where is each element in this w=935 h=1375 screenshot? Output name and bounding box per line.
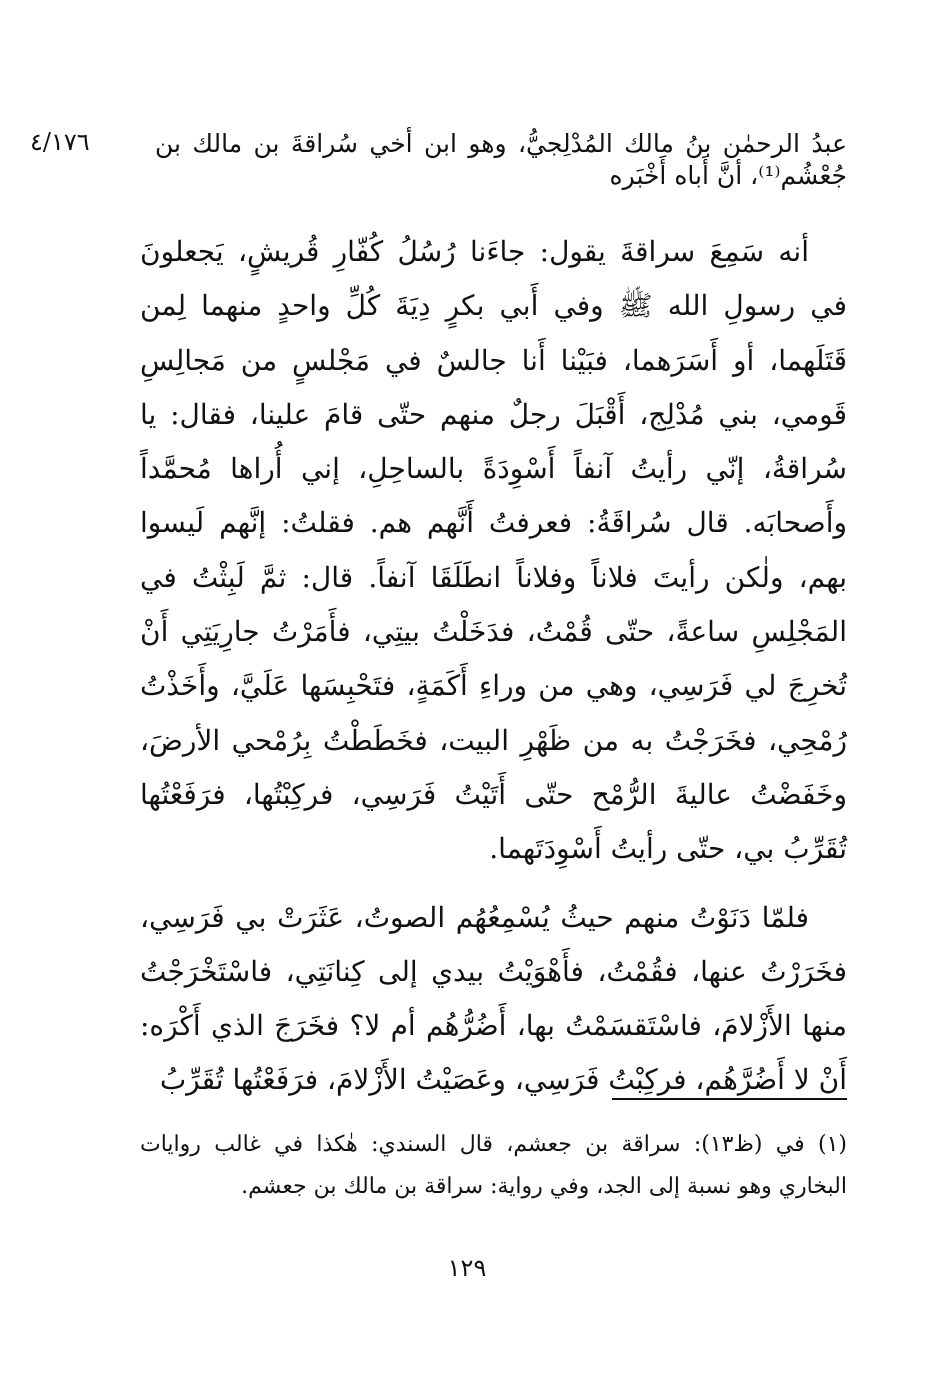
main-text: [140, 225, 847, 1108]
footnote-text: (١) في (ظ١٣): سراقة بن جعشم، قال السندي: هٰكذا في غالب روايات البخاري وهو نسبة إلى الجد، وفي رواية: سراقة بن مالك بن جعشم.: [140, 1132, 847, 1199]
paragraph-1: أنه سَمِعَ سراقةَ يقول: جاءَنا رُسُلُ كُفّارِ قُريشٍ، يَجعلونَ في رسولِ الله ﷺ وفي أَبي بكرٍ دِيَةَ كُلِّ واحدٍ منهما لِمن قَتَلَهما، أو أَسَرَهما، فبَيْنا أَنا جالسٌ في مَجْلسٍ من مَجالِسِ قَومي، بني مُدْلِج، أَقْبَلَ رجلٌ منهم حتّى قامَ علينا، فقال: يا سُراقةُ، إنّي رأيتُ آنفاً أَسْوِدَةً بالساحِلِ، إني أُراها مُحمَّداً وأَصحابَه. قال سُراقَةُ: فعرفتُ أَنَّهم هم. فقلتُ: إنَّهم لَيسوا بهم، ولٰكن رأيتَ فلاناً وفلاناً انطَلَقَا آنفاً. قال: ثمَّ لَبِثْتُ في المَجْلِسِ ساعةً، حتّى قُمْتُ، فدَخَلْتُ بيتِي، فأَمَرْتُ جارِيَتِي أَنْ تُخرِجَ لي فَرَسِي، وهي من وراءِ أَكَمَةٍ، فتَحْبِسَها عَلَيَّ، وأَخَذْتُ رُمْحِي، فخَرَجْتُ به من ظَهْرِ البيت، فخَطَطْتُ بِرُمْحي الأرضَ، وخَفَضْتُ عاليةَ الرُّمْح حتّى أَتَيْتُ فَرَسِي، فركِبْتُها، فرَفَعْتُها تُقَرِّبُ بي، حتّى رأيتُ أَسْوِدَتَهما.: [140, 235, 847, 866]
footnote: [140, 1124, 847, 1208]
paragraph-2: فلمّا دَنَوْتُ منهم حيثُ يُسْمِعُهُم الصوتُ، عَثَرَتْ بي فَرَسِي، فخَرَرْتُ عنها، فقُمْتُ، فأَهْوَيْتُ بيدي إلى كِنانَتِي، فاسْتَخْرَجْتُ منها الأَزْلامَ، فاسْتَقسَمْتُ بها، أَضُرُّهُم أم لا؟ فخَرَجَ الذي أَكْرَه: أَنْ لا أَضُرَّهُم، فركِبْتُ فَرَسِي، وعَصَيْتُ الأَزْلامَ، فرَفَعْتُها تُقَرِّبُ: [140, 900, 847, 1097]
chain-of-narration: عبدُ الرحمٰن بنُ مالك المُدْلِجيُّ، وهو ابن أخي سُراقةَ بن مالك بن جُعْشُم⁽¹⁾، أنَّ أَباه أَخْبَره: [155, 129, 847, 190]
footnote-divider: [612, 1098, 847, 1100]
page-number: ١٢٩: [447, 1254, 487, 1282]
margin-reference: ٤/١٧٦: [30, 128, 90, 156]
